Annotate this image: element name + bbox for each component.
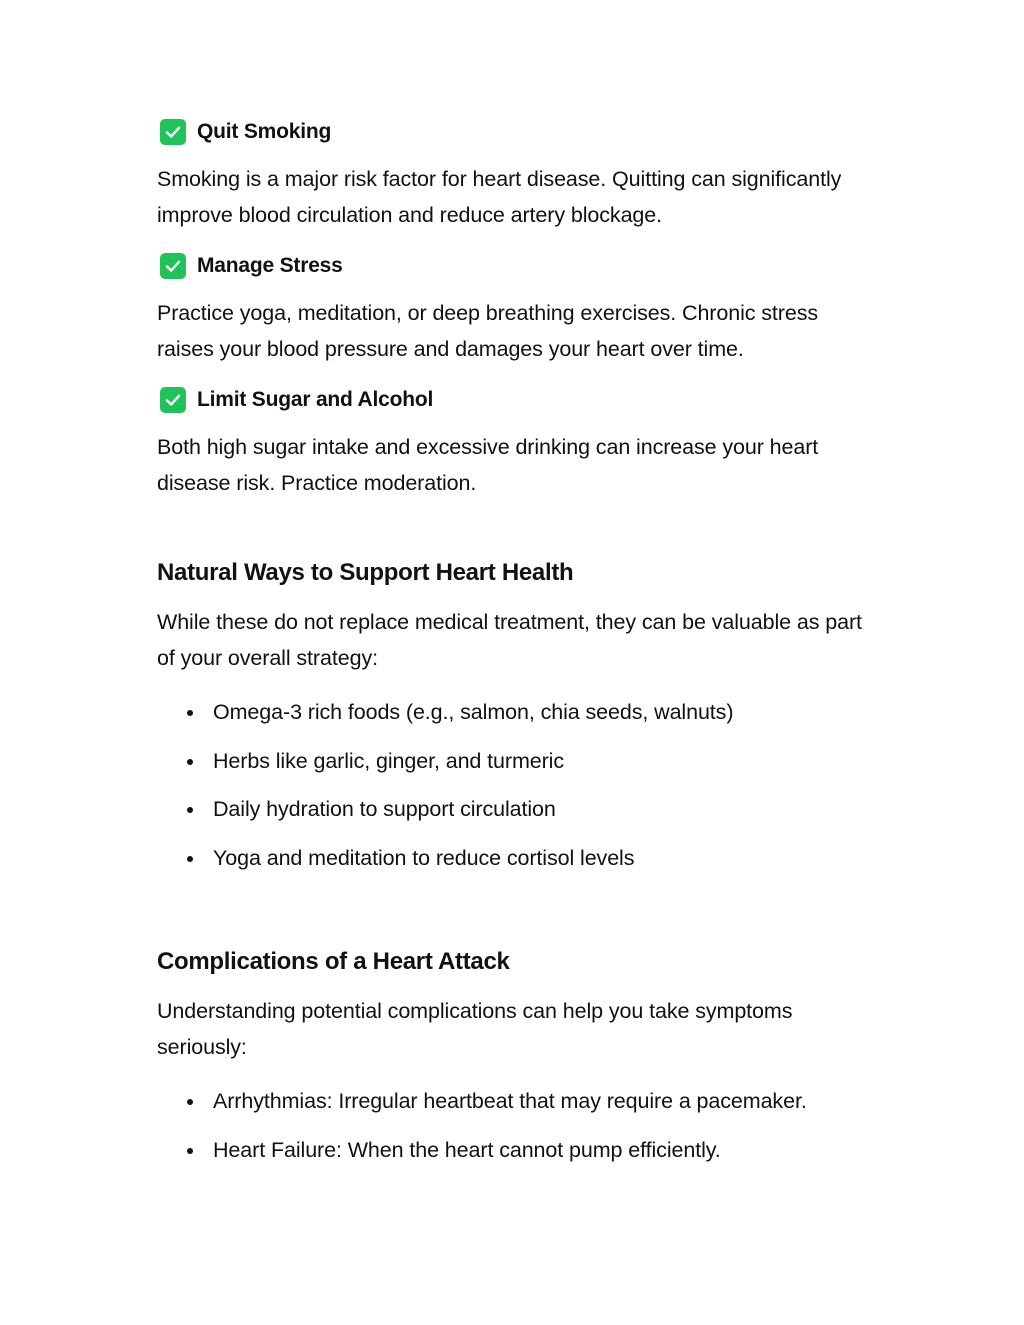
tip-quit-smoking (157, 112, 877, 233)
list-item-text: Herbs like garlic, ginger, and turmeric (213, 748, 564, 773)
tip-body: Both high sugar intake and excessive drinking can increase your heart disease risk. Practice moderation. (157, 435, 819, 495)
list-item (157, 834, 877, 883)
tip-title: Limit Sugar and Alcohol (197, 388, 434, 411)
tip-manage-stress (157, 246, 877, 367)
list-item (157, 737, 877, 786)
bullet-list (157, 688, 877, 882)
section-intro: While these do not replace medical treatment, they can be valuable as part of your overall strategy: (157, 610, 862, 670)
bullet-icon (187, 1148, 193, 1154)
check-box-icon (160, 119, 186, 145)
list-item-text: Arrhythmias: Irregular heartbeat that may require a pacemaker. (213, 1089, 807, 1113)
bullet-icon (187, 807, 193, 813)
tip-body: Smoking is a major risk factor for heart disease. Quitting can significantly improve blood circulation and reduce artery blockage. (157, 167, 842, 227)
bullet-icon (187, 1099, 193, 1105)
section-intro: Understanding potential complications can help you take symptoms seriously: (157, 999, 793, 1059)
list-item (157, 1077, 877, 1126)
document-page (157, 112, 877, 1174)
bullet-list (157, 1077, 877, 1174)
list-item (157, 688, 877, 737)
list-item-text: Heart Failure: When the heart cannot pump efficiently. (213, 1137, 721, 1162)
tip-heading (157, 246, 877, 286)
section-heading: Natural Ways to Support Heart Health (157, 559, 574, 586)
bullet-icon (187, 710, 193, 716)
section-natural-ways (157, 553, 877, 882)
list-item-text: Omega-3 rich foods (e.g., salmon, chia seeds, walnuts) (213, 700, 734, 724)
tip-limit-sugar-alcohol (157, 380, 877, 501)
list-item-text: Daily hydration to support circulation (213, 797, 556, 821)
tip-body: Practice yoga, meditation, or deep breathing exercises. Chronic stress raises your blood pressure and damages your heart over time. (157, 301, 819, 361)
tip-heading (157, 112, 877, 152)
list-item-text: Yoga and meditation to reduce cortisol levels (213, 845, 635, 870)
section-heading: Complications of a Heart Attack (157, 948, 510, 975)
tip-title: Quit Smoking (197, 120, 332, 143)
tip-heading (157, 380, 877, 420)
list-item (157, 785, 877, 834)
check-box-icon (160, 253, 186, 279)
tip-title: Manage Stress (197, 254, 343, 277)
list-item (157, 1126, 877, 1175)
section-complications (157, 942, 877, 1174)
bullet-icon (187, 856, 193, 862)
bullet-icon (187, 759, 193, 765)
check-box-icon (160, 387, 186, 413)
